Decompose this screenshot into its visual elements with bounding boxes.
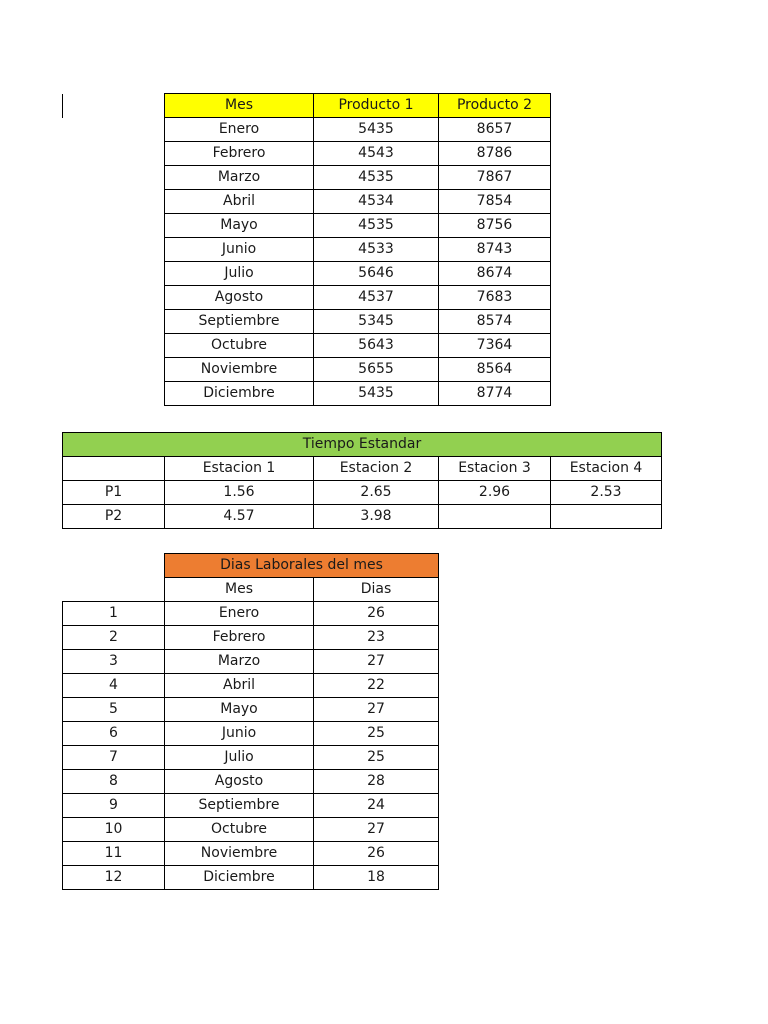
table-cell[interactable]: 8756: [439, 214, 551, 238]
table-cell[interactable]: 8743: [439, 238, 551, 262]
table-cell[interactable]: 27: [314, 650, 439, 674]
production-header-row: [165, 94, 551, 118]
table-cell[interactable]: [551, 505, 662, 529]
table-cell[interactable]: 7854: [439, 190, 551, 214]
table-cell[interactable]: 27: [314, 698, 439, 722]
table-cell[interactable]: Noviembre: [165, 358, 314, 382]
table-cell[interactable]: 27: [314, 818, 439, 842]
table-row: [165, 190, 551, 214]
table-row: [63, 818, 439, 842]
table-cell[interactable]: Enero: [165, 118, 314, 142]
table-row: [63, 505, 662, 529]
table-row: [63, 602, 439, 626]
table-cell[interactable]: 8574: [439, 310, 551, 334]
table-cell[interactable]: 8657: [439, 118, 551, 142]
table-row: [63, 746, 439, 770]
table-row: [165, 334, 551, 358]
table-row: [165, 214, 551, 238]
table-row: [165, 286, 551, 310]
table-row: [165, 310, 551, 334]
table-cell[interactable]: Agosto: [165, 286, 314, 310]
table-row: [63, 866, 439, 890]
table-cell[interactable]: 4537: [314, 286, 439, 310]
table-title[interactable]: Tiempo Estandar: [63, 433, 662, 457]
table-cell[interactable]: Marzo: [165, 650, 314, 674]
table-cell[interactable]: 4: [63, 674, 165, 698]
table-row: [63, 770, 439, 794]
table-cell[interactable]: 4543: [314, 142, 439, 166]
table-cell[interactable]: 2.53: [551, 481, 662, 505]
table-cell[interactable]: 6: [63, 722, 165, 746]
column-header[interactable]: Producto 1: [314, 94, 439, 118]
table-cell[interactable]: 8774: [439, 382, 551, 406]
table-cell[interactable]: Agosto: [165, 770, 314, 794]
table-row: [165, 118, 551, 142]
table-cell[interactable]: 5: [63, 698, 165, 722]
work-days-title-row: [63, 554, 439, 578]
table-cell[interactable]: 5646: [314, 262, 439, 286]
table-row: [165, 142, 551, 166]
table-cell[interactable]: 11: [63, 842, 165, 866]
table-cell[interactable]: 25: [314, 746, 439, 770]
table-cell[interactable]: Octubre: [165, 818, 314, 842]
column-header[interactable]: Estacion 4: [551, 457, 662, 481]
table-cell[interactable]: 12: [63, 866, 165, 890]
table-cell[interactable]: Julio: [165, 746, 314, 770]
table-cell[interactable]: Mayo: [165, 214, 314, 238]
table-cell[interactable]: Julio: [165, 262, 314, 286]
table-cell[interactable]: 5435: [314, 118, 439, 142]
table-cell[interactable]: Noviembre: [165, 842, 314, 866]
table-cell[interactable]: Marzo: [165, 166, 314, 190]
table-cell[interactable]: 3.98: [314, 505, 439, 529]
table-cell[interactable]: 22: [314, 674, 439, 698]
blank-cell: [63, 554, 165, 578]
table-cell[interactable]: Octubre: [165, 334, 314, 358]
production-table: [164, 93, 551, 406]
table-cell[interactable]: Mayo: [165, 698, 314, 722]
table-row: [165, 358, 551, 382]
table-row: [63, 794, 439, 818]
table-cell[interactable]: 4534: [314, 190, 439, 214]
table-row: [63, 650, 439, 674]
table-cell[interactable]: Abril: [165, 190, 314, 214]
table-cell[interactable]: 10: [63, 818, 165, 842]
table-cell[interactable]: 26: [314, 842, 439, 866]
column-header[interactable]: Mes: [165, 578, 314, 602]
table-row: [165, 382, 551, 406]
table-cell[interactable]: 2.96: [439, 481, 551, 505]
column-header[interactable]: Estacion 2: [314, 457, 439, 481]
work-days-header-row: [63, 578, 439, 602]
table-cell[interactable]: 4535: [314, 214, 439, 238]
standard-time-header-row: [63, 457, 662, 481]
table-cell[interactable]: Junio: [165, 238, 314, 262]
column-header[interactable]: Estacion 3: [439, 457, 551, 481]
standard-time-title-row: [63, 433, 662, 457]
column-header[interactable]: Estacion 1: [165, 457, 314, 481]
column-header[interactable]: Mes: [165, 94, 314, 118]
table-cell[interactable]: 7: [63, 746, 165, 770]
table-cell[interactable]: 7867: [439, 166, 551, 190]
table-cell[interactable]: 4535: [314, 166, 439, 190]
work-days-table: [62, 553, 439, 890]
table-cell[interactable]: 8674: [439, 262, 551, 286]
table-cell[interactable]: 4533: [314, 238, 439, 262]
table-cell[interactable]: 7683: [439, 286, 551, 310]
table-cell[interactable]: Diciembre: [165, 866, 314, 890]
table-cell[interactable]: 5345: [314, 310, 439, 334]
table-row: [63, 674, 439, 698]
table-cell[interactable]: 23: [314, 626, 439, 650]
table-cell[interactable]: 3: [63, 650, 165, 674]
table-cell[interactable]: 28: [314, 770, 439, 794]
table-row: [63, 481, 662, 505]
table-cell[interactable]: P1: [63, 481, 165, 505]
table-row: [63, 842, 439, 866]
table-cell[interactable]: 25: [314, 722, 439, 746]
table-cell[interactable]: [439, 505, 551, 529]
table-row: [63, 698, 439, 722]
table-cell[interactable]: 18: [314, 866, 439, 890]
table-cell[interactable]: Abril: [165, 674, 314, 698]
column-header[interactable]: [63, 457, 165, 481]
table-cell[interactable]: 2.65: [314, 481, 439, 505]
table-cell[interactable]: Febrero: [165, 142, 314, 166]
table-cell[interactable]: 26: [314, 602, 439, 626]
table-cell[interactable]: 5655: [314, 358, 439, 382]
column-header[interactable]: Dias: [314, 578, 439, 602]
table-cell[interactable]: 8564: [439, 358, 551, 382]
column-header[interactable]: Producto 2: [439, 94, 551, 118]
table-row: [165, 166, 551, 190]
table-cell[interactable]: Junio: [165, 722, 314, 746]
blank-cell: [63, 578, 165, 602]
table-row: [63, 626, 439, 650]
table-cell[interactable]: 1.56: [165, 481, 314, 505]
table-cell[interactable]: 9: [63, 794, 165, 818]
table-cell[interactable]: Septiembre: [165, 794, 314, 818]
table-title[interactable]: Dias Laborales del mes: [165, 554, 439, 578]
standard-time-table: [62, 432, 662, 529]
table-row: [165, 262, 551, 286]
table-row: [63, 722, 439, 746]
table-cell[interactable]: 8786: [439, 142, 551, 166]
table-cell[interactable]: 4.57: [165, 505, 314, 529]
table-cell[interactable]: P2: [63, 505, 165, 529]
table-cell[interactable]: 24: [314, 794, 439, 818]
table-cell[interactable]: 5643: [314, 334, 439, 358]
table-cell[interactable]: 1: [63, 602, 165, 626]
text-cursor: [62, 94, 63, 118]
table-cell[interactable]: Enero: [165, 602, 314, 626]
table-cell[interactable]: 5435: [314, 382, 439, 406]
table-cell[interactable]: Diciembre: [165, 382, 314, 406]
table-cell[interactable]: Septiembre: [165, 310, 314, 334]
table-cell[interactable]: 8: [63, 770, 165, 794]
table-cell[interactable]: Febrero: [165, 626, 314, 650]
table-row: [165, 238, 551, 262]
table-cell[interactable]: 2: [63, 626, 165, 650]
table-cell[interactable]: 7364: [439, 334, 551, 358]
